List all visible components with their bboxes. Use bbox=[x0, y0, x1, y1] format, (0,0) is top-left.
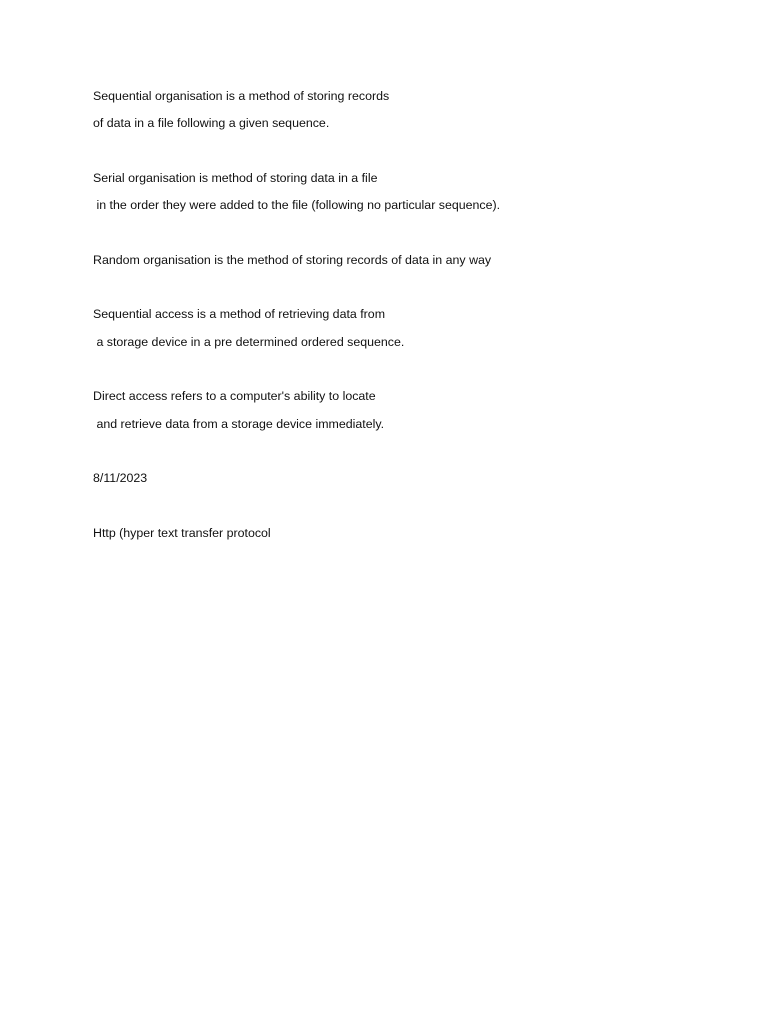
document-body bbox=[93, 86, 733, 550]
blank-line bbox=[93, 441, 733, 468]
blank-line bbox=[93, 141, 733, 168]
text-line: Serial organisation is method of storing data in a file bbox=[93, 170, 378, 185]
text-line: in the order they were added to the file (following no particular sequence). bbox=[93, 198, 501, 213]
text-line: Sequential organisation is a method of storing records bbox=[93, 89, 390, 103]
text-line: Direct access refers to a computer's ability to locate bbox=[93, 389, 376, 404]
text-line: a storage device in a pre determined ordered sequence. bbox=[93, 334, 405, 349]
text-line: Random organisation is the method of storing records of data in any way bbox=[93, 252, 492, 267]
blank-line bbox=[93, 277, 733, 304]
blank-line bbox=[93, 222, 733, 249]
text-line: of data in a file following a given sequence. bbox=[93, 116, 330, 131]
blank-line bbox=[93, 359, 733, 386]
text-line: Sequential access is a method of retrieving data from bbox=[93, 307, 386, 322]
text-line: Http (hyper text transfer protocol bbox=[93, 525, 271, 540]
date-line: 8/11/2023 bbox=[93, 471, 148, 486]
text-line: and retrieve data from a storage device immediately. bbox=[93, 416, 385, 431]
blank-line bbox=[93, 495, 733, 522]
